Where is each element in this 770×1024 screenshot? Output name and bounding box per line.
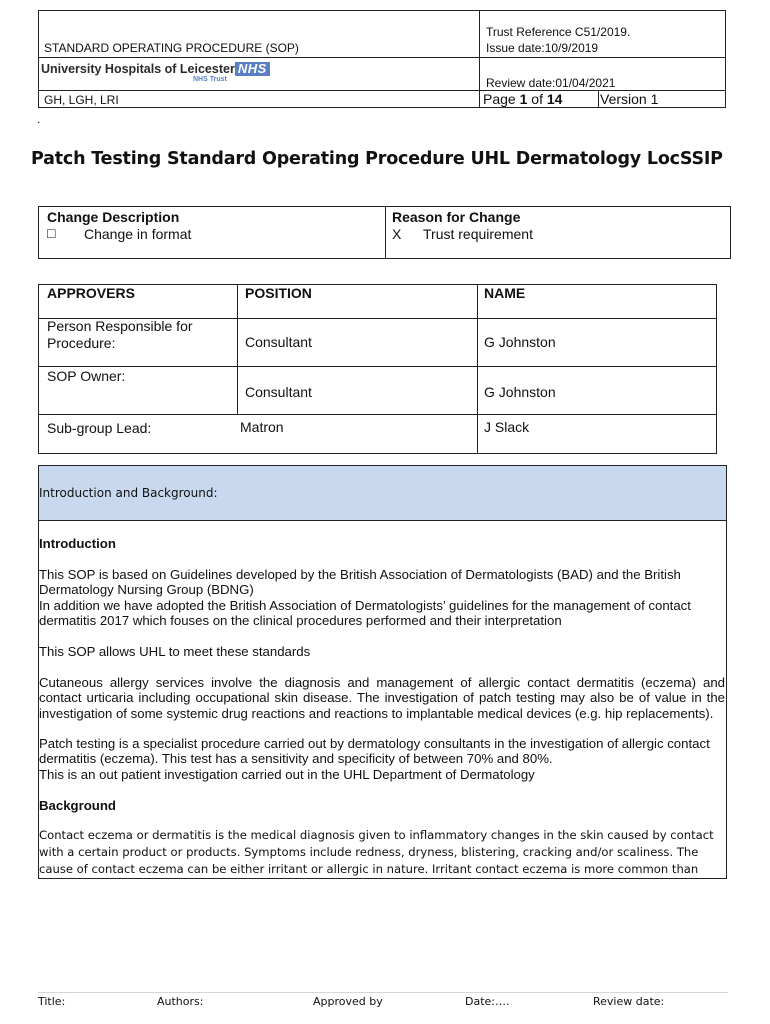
intro-section-heading: Introduction and Background: — [39, 486, 218, 500]
position-header: POSITION — [245, 285, 312, 301]
footer-divider — [38, 992, 728, 993]
reason-label: Reason for Change — [392, 209, 521, 225]
header-version-divider — [598, 90, 599, 108]
header-left-row-divider-2 — [38, 90, 479, 91]
intro-bottom-border — [38, 878, 727, 879]
approver-position: Matron — [240, 419, 284, 435]
review-date: Review date:01/04/2021 — [486, 76, 616, 90]
reason-value: Trust requirement — [423, 226, 533, 242]
change-table-left-border — [38, 206, 39, 259]
logo-org-name: University Hospitals of Leicester — [41, 62, 235, 76]
approvers-col-divider-2 — [477, 284, 478, 454]
intro-right-border — [726, 465, 727, 879]
intro-header-divider — [38, 520, 727, 521]
sites-label: GH, LGH, LRI — [44, 93, 119, 107]
header-column-divider — [479, 10, 480, 108]
approver-name: G Johnston — [484, 334, 556, 350]
approver-name: G Johnston — [484, 384, 556, 400]
page-indicator — [483, 91, 562, 107]
footer-review-date: Review date: — [593, 995, 665, 1008]
background-title: Background — [39, 798, 116, 813]
change-description-label: Change Description — [47, 209, 180, 225]
approver-role: Person Responsible for Procedure: — [47, 318, 193, 351]
approvers-right-border — [716, 284, 717, 454]
approvers-header: APPROVERS — [47, 285, 135, 301]
document-title: Patch Testing Standard Operating Procedure UHL Dermatology LocSSIP — [31, 149, 723, 169]
intro-paragraph: This is an out patient investigation carried out in the UHL Department of Dermatology — [39, 767, 535, 782]
header-left-border — [38, 10, 39, 108]
header-right-row-divider — [479, 57, 726, 58]
approvers-top-border — [38, 284, 717, 285]
intro-top-border — [38, 465, 727, 466]
header-top-border — [38, 10, 726, 11]
footer-date: Date:…. — [465, 995, 510, 1008]
change-description-value: Change in format — [84, 226, 192, 242]
issue-date: Issue date:10/9/2019 — [486, 41, 599, 55]
approver-position: Consultant — [245, 334, 312, 350]
intro-paragraph: This SOP allows UHL to meet these standards — [39, 644, 311, 659]
footer-approved-by: Approved by — [313, 995, 383, 1008]
header-bottom-border — [38, 107, 726, 108]
stray-mark: . — [37, 112, 41, 126]
background-paragraph: Contact eczema or dermatitis is the medical diagnosis given to inflammatory changes in the skin caused by contact with a certain product or products. Symptoms include redness, dryness, blistering, cracking and/or scaliness. The cause of contact eczema can be either irritant or allergic in nature. Irritant contact eczema is more common than — [39, 828, 714, 876]
nhs-logo-badge: NHS — [235, 62, 270, 76]
approvers-bottom-border — [38, 453, 717, 454]
change-description-checkbox: □ — [47, 225, 56, 241]
change-table-divider — [385, 206, 386, 259]
header-left-row-divider — [38, 57, 479, 58]
intro-paragraph: Patch testing is a specialist procedure carried out by dermatology consultants in the investigation of allergic contact dermatitis (eczema). This test has a sensitivity and specificity of between 70% and 80%. — [39, 736, 710, 767]
trust-reference: Trust Reference C51/2019. — [486, 25, 631, 39]
approver-name: J Slack — [484, 419, 530, 435]
approvers-left-border — [38, 284, 39, 454]
intro-paragraph: In addition we have adopted the British Association of Dermatologists’ guidelines for the management of contact dermatitis 2017 which fouses on the clinical procedures performed and their interpretation — [39, 598, 691, 629]
footer-authors: Authors: — [157, 995, 204, 1008]
approver-role: Sub-group Lead: — [47, 420, 152, 436]
name-header: NAME — [484, 285, 526, 301]
approver-role: SOP Owner: — [47, 368, 126, 384]
uhl-logo — [41, 60, 270, 78]
page-of: of — [531, 91, 543, 107]
change-table-right-border — [730, 206, 731, 259]
page-prefix: Page — [483, 91, 516, 107]
introduction-title: Introduction — [39, 536, 116, 551]
intro-left-border — [38, 465, 39, 879]
sop-label: STANDARD OPERATING PROCEDURE (SOP) — [44, 41, 299, 55]
header-right-border — [725, 10, 726, 108]
intro-paragraph: This SOP is based on Guidelines developed by the British Association of Dermatologists (BAD) and the British Dermatology Nursing Group (BDNG) — [39, 567, 681, 598]
approvers-col-divider-1 — [237, 284, 238, 415]
approvers-row-divider-2 — [38, 414, 717, 415]
reason-mark: X — [392, 226, 402, 242]
page-total: 14 — [546, 91, 563, 107]
page-number: 1 — [519, 91, 528, 107]
footer-title: Title: — [38, 995, 66, 1008]
approver-position: Consultant — [245, 384, 312, 400]
approvers-row-divider-1 — [38, 366, 717, 367]
nhs-trust-label: NHS Trust — [193, 76, 227, 83]
intro-paragraph: Cutaneous allergy services involve the diagnosis and management of allergic contact dermatitis (eczema) and contact urticaria including occupational skin disease. The investigation of patch testing may also be of value in the investigation of some systemic drug reactions and reactions to implantable medical devices (e.g. hip replacements). — [39, 675, 725, 721]
version-label: Version 1 — [600, 91, 659, 107]
